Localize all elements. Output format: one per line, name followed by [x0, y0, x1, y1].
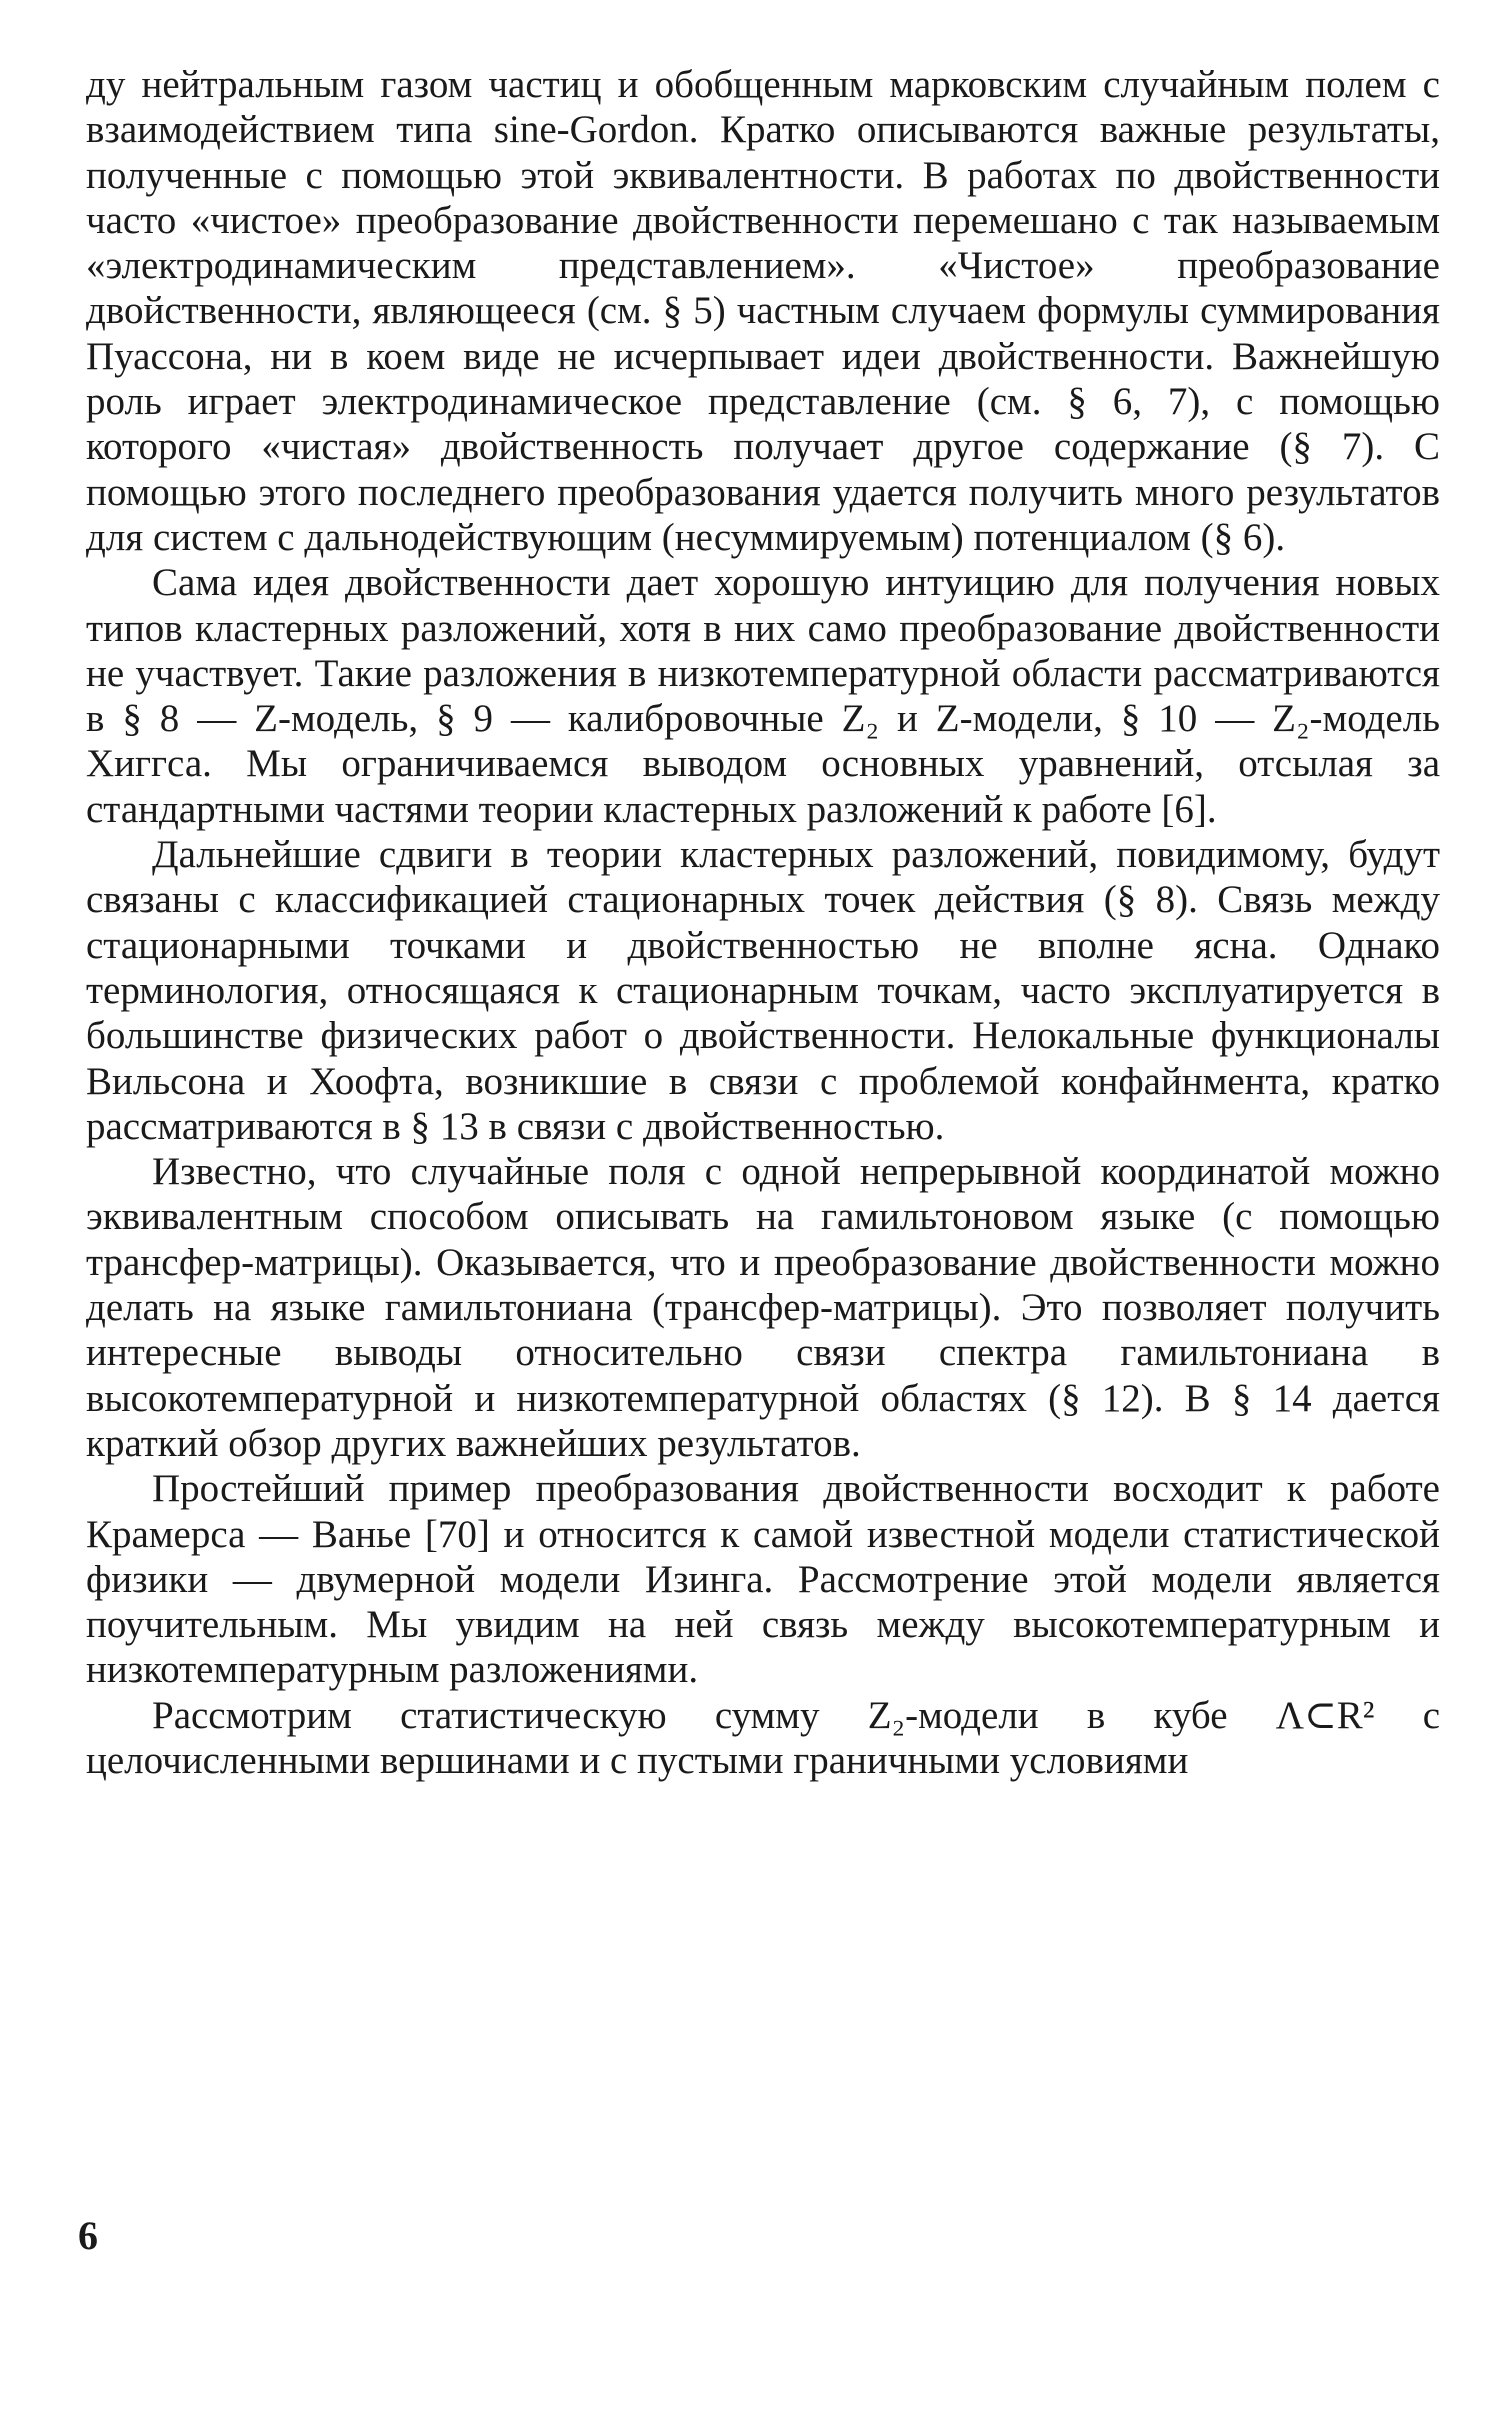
- paragraph-4: Известно, что случайные поля с одной непрерывной координатой можно эквивалентным способом описывать на гамильтоновом языке (с помощью трансфер-матрицы). Оказывается, что и преобразование двойственности можно делать на языке гамильтониана (трансфер-матрицы). Это позволяет получить интересные выводы относительно связи спектра гамильтониана в высокотемпературной и низкотемпературной областях (§ 12). В § 14 дается краткий обзор других важнейших результатов.: [86, 1150, 1440, 1465]
- paragraph-1: ду нейтральным газом частиц и обобщенным марковским случайным полем с взаимодействием типа sine-Gordon. Кратко описываются важные результаты, полученные с помощью этой эквивалентности. В работах по двойственности часто «чистое» преобразование двойственности перемешано с так называемым «электродинамическим представлением». «Чистое» преобразование двойственности, являющееся (см. § 5) частным случаем формулы суммирования Пуассона, ни в коем виде не исчерпывает идеи двойственности. Важнейшую роль играет электродинамическое представление (см. § 6, 7), с помощью которого «чистая» двойственность получает другое содержание (§ 7). С помощью этого последнего преобразования удается получить много результатов для систем с дальнодействующим (несуммируемым) потенциалом (§ 6).: [86, 63, 1440, 559]
- paragraph-6: Рассмотрим статистическую сумму Z₂-модели в кубе Λ⊂R² с целочисленными вершинами и с пустыми граничными условиями: [86, 1693, 1440, 1782]
- page-number: 6: [78, 2213, 98, 2258]
- page-body: [86, 62, 1440, 1783]
- paragraph-5: Простейший пример преобразования двойственности восходит к работе Крамерса — Ванье [70] и относится к самой известной модели статистической физики — двумерной модели Изинга. Рассмотрение этой модели является поучительным. Мы увидим на ней связь между высокотемпературным и низкотемпературным разложениями.: [86, 1467, 1440, 1692]
- paragraph-2: Сама идея двойственности дает хорошую интуицию для получения новых типов кластерных разложений, хотя в них само преобразование двойственности не участвует. Такие разложения в низкотемпературной области рассматриваются в § 8 — Z-модель, § 9 — калибровочные Z₂ и Z-модели, § 10 — Z₂-модель Хиггса. Мы ограничиваемся выводом основных уравнений, отсылая за стандартными частями теории кластерных разложений к работе [6].: [86, 561, 1440, 831]
- paragraph-3: Дальнейшие сдвиги в теории кластерных разложений, повидимому, будут связаны с классификацией стационарных точек действия (§ 8). Связь между стационарными точками и двойственностью не вполне ясна. Однако терминология, относящаяся к стационарным точкам, часто эксплуатируется в большинстве физических работ о двойственности. Нелокальные функционалы Вильсона и Хоофта, возникшие в связи с проблемой конфайнмента, кратко рассматриваются в § 13 в связи с двойственностью.: [86, 833, 1440, 1148]
